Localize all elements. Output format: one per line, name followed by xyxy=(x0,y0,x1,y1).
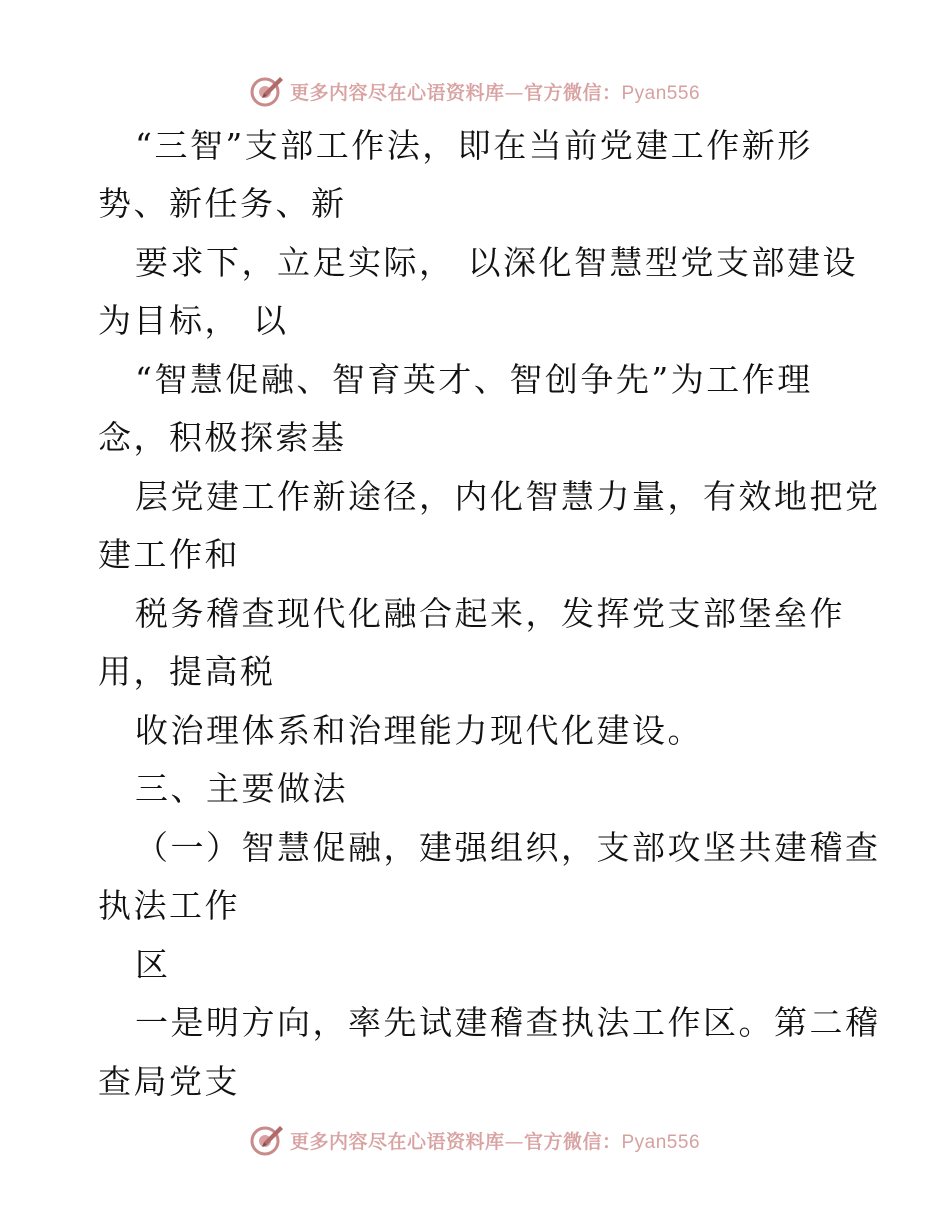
text-line: 为目标， 以 xyxy=(98,301,289,340)
section-heading: 三、主要做法 xyxy=(135,769,348,808)
subsection-heading: （一）智慧促融，建强组织，支部攻坚共建稽查 xyxy=(135,828,881,867)
header-watermark xyxy=(0,71,950,111)
text-line: 念，积极探索基 xyxy=(98,418,347,457)
watermark-dash: — xyxy=(504,1130,524,1153)
text-line: 区 xyxy=(135,945,171,984)
watermark-main: 更多内容尽在心语资料库 xyxy=(289,1130,505,1153)
watermark-handle: Pyan556 xyxy=(621,82,701,104)
pen-circle-logo-icon xyxy=(250,1123,284,1157)
watermark-official: 官方微信： xyxy=(523,1130,622,1153)
watermark-text xyxy=(290,1127,700,1154)
watermark-official: 官方微信： xyxy=(523,81,622,104)
watermark-text xyxy=(290,78,700,105)
watermark-main: 更多内容尽在心语资料库 xyxy=(289,81,505,104)
text-line: 收治理体系和治理能力现代化建设。 xyxy=(135,711,703,750)
text-line: “智慧促融、智育英才、智创争先”为工作理 xyxy=(135,360,813,399)
text-line: 执法工作 xyxy=(98,886,240,925)
watermark-dash: — xyxy=(504,81,524,104)
text-line: 用，提高税 xyxy=(98,652,276,691)
text-line: 层党建工作新途径，内化智慧力量，有效地把党 xyxy=(135,477,881,516)
text-line: 一是明方向，率先试建稽查执法工作区。第二稽 xyxy=(135,1003,881,1042)
pen-circle-logo-icon xyxy=(250,74,284,108)
text-line: 要求下，立足实际， 以深化智慧型党支部建设 xyxy=(135,243,858,282)
text-line: 势、新任务、新 xyxy=(98,184,347,223)
footer-watermark xyxy=(0,1120,950,1160)
watermark-handle: Pyan556 xyxy=(621,1131,701,1153)
text-line: 建工作和 xyxy=(98,535,240,574)
text-line: 查局党支 xyxy=(98,1062,240,1101)
text-line: 税务稽查现代化融合起来，发挥党支部堡垒作 xyxy=(135,594,845,633)
text-line: “三智”支部工作法，即在当前党建工作新形 xyxy=(135,126,813,165)
